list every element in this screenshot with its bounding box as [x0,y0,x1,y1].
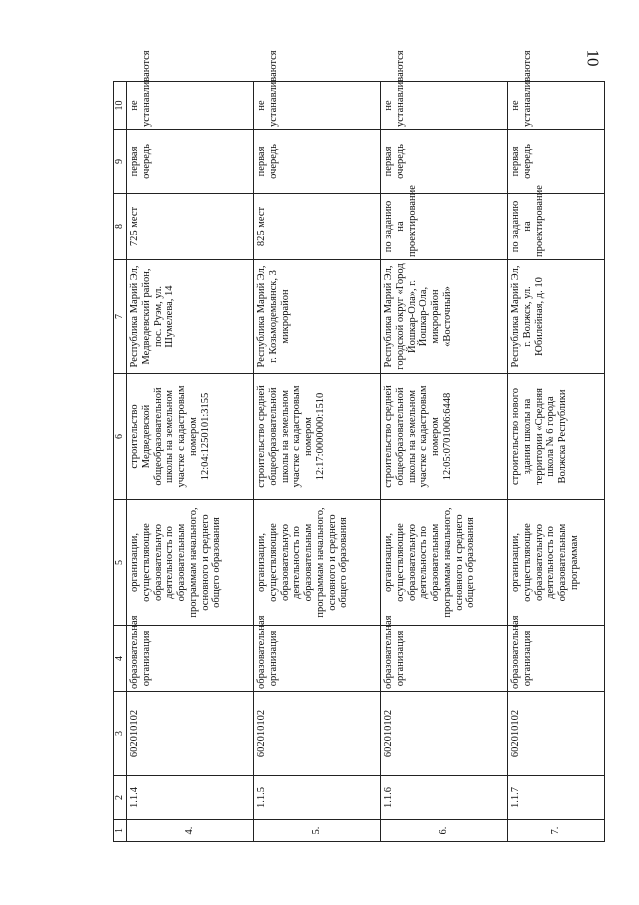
zone-info: не устанавливаются [508,82,605,130]
header-cell: 10 [114,82,127,130]
data-table [113,50,605,842]
item-code: 1.1.4 [127,776,254,820]
table-row [508,82,605,842]
object-stage: первая очередь [254,130,381,194]
object-stage: первая очередь [127,130,254,194]
object-location: Республика Марий Эл, городской округ «Город Йошкар-Ола», г. Йошкар-Ола, микрорайон «Восточный» [381,260,508,374]
object-purpose: организации, осуществляющие образовательную деятельность по образовательным программам начального, основного и среднего общего образования [127,500,254,626]
page-number: 10 [583,49,603,67]
object-type: образовательная организация [508,626,605,692]
row-number: 6. [381,820,508,842]
table-row [254,82,381,842]
zone-info: не устанавливаются [254,82,381,130]
classifier-code: 602010102 [381,692,508,776]
object-purpose: организации, осуществляющие образовательную деятельность по образовательным программам [508,500,605,626]
row-number: 4. [127,820,254,842]
header-cell: 5 [114,500,127,626]
table-row [381,82,508,842]
object-purpose: организации, осуществляющие образовательную деятельность по образовательным программам начального, основного и среднего общего образования [254,500,381,626]
table-row [127,82,254,842]
item-code: 1.1.5 [254,776,381,820]
header-cell: 6 [114,374,127,500]
row-number: 7. [508,820,605,842]
object-name: строительство средней общеобразовательной школы на земельном участке с кадастровым номером 12:17:0000000:1510 [254,374,381,500]
object-name: строительство нового здания школы на территории «Средняя школа № 6 города Волжска Республики [508,374,605,500]
classifier-code: 602010102 [254,692,381,776]
object-type: образовательная организация [254,626,381,692]
zone-info: не устанавливаются [127,82,254,130]
classifier-code: 602010102 [508,692,605,776]
item-code: 1.1.6 [381,776,508,820]
header-cell: 4 [114,626,127,692]
rotated-table-wrapper [113,50,605,842]
object-type: образовательная организация [381,626,508,692]
header-cell: 3 [114,692,127,776]
object-name: строительство Медведевской общеобразовательной школы на земельном участке с кадастровым номером 12:04:1250101:3155 [127,374,254,500]
object-capacity: по заданию на проектирование [508,194,605,260]
object-capacity: по заданию на проектирование [381,194,508,260]
header-cell: 2 [114,776,127,820]
table-frame [113,50,605,842]
classifier-code: 602010102 [127,692,254,776]
object-name: строительство средней общеобразовательной школы на земельном участке с кадастровым номером 12:05:0701006:6448 [381,374,508,500]
item-code: 1.1.7 [508,776,605,820]
object-stage: первая очередь [381,130,508,194]
object-location: Республика Марий Эл, г. Козьмодемьянск, 3 микрорайон [254,260,381,374]
header-cell: 1 [114,820,127,842]
header-cell: 7 [114,260,127,374]
object-capacity: 725 мест [127,194,254,260]
object-location: Республика Марий Эл, Медведевский район, пос. Руэм, ул. Шумелева, 14 [127,260,254,374]
header-row [114,82,127,842]
row-number: 5. [254,820,381,842]
object-location: Республика Марий Эл, г. Волжск, ул. Юбилейная, д. 10 [508,260,605,374]
header-cell: 9 [114,130,127,194]
object-purpose: организации, осуществляющие образовательную деятельность по образовательным программам начального, основного и среднего общего образования [381,500,508,626]
header-cell: 8 [114,194,127,260]
object-capacity: 825 мест [254,194,381,260]
object-stage: первая очередь [508,130,605,194]
zone-info: не устанавливаются [381,82,508,130]
object-type: образовательная организация [127,626,254,692]
